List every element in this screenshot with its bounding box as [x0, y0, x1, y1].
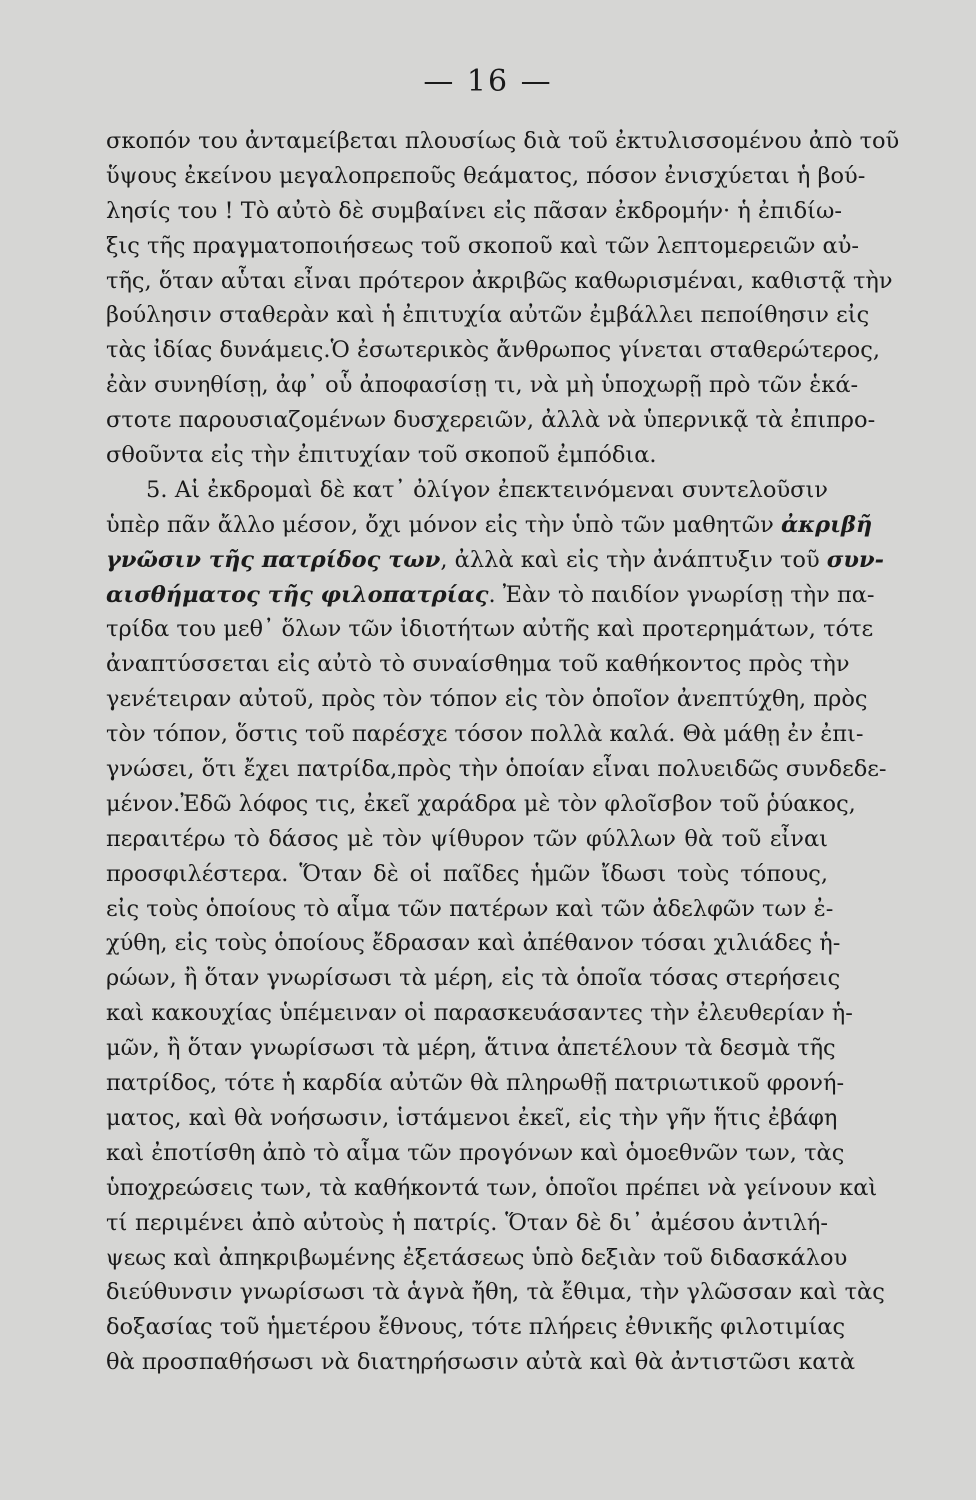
text-line	[106, 752, 887, 787]
text-run: θὰ προσπαθήσωσι νὰ διατηρήσωσιν αὐτὰ καὶ θὰ ἀντιστῶσι κατὰ	[106, 1349, 856, 1376]
text-line	[106, 682, 868, 717]
text-line	[106, 508, 873, 543]
text-run: 5. Αἱ ἐκδρομαὶ δὲ κατ᾽ ὀλίγον ἐπεκτεινόμεναι συντελοῦσιν	[146, 476, 828, 503]
text-run: ματος, καὶ θὰ νοήσωσιν, ἱστάμενοι ἐκεῖ, εἰς τὴν γῆν ἥτις ἐβάφη	[106, 1104, 838, 1131]
text-run: ἐὰν συνηθίσῃ, ἀφ᾽ οὗ ἀποφασίσῃ τι, νὰ μὴ ὑποχωρῇ πρὸ τῶν ἑκά-	[106, 372, 859, 399]
text-line	[106, 961, 841, 996]
text-line	[106, 1101, 838, 1136]
emphasized-text: γνῶσιν τῆς πατρίδος των	[106, 546, 441, 573]
text-line	[106, 787, 856, 822]
text-run: τρίδα του μεθ᾽ ὅλων τῶν ἰδιοτήτων αὐτῆς καὶ προτερημάτων, τότε	[106, 616, 874, 643]
text-line	[106, 194, 842, 229]
text-line	[106, 333, 880, 368]
text-line	[106, 438, 828, 473]
text-line	[106, 822, 828, 857]
text-run: ρώων, ἢ ὅταν γνωρίσωσι τὰ μέρη, εἰς τὰ ὁποῖα τόσας στερήσεις	[106, 965, 841, 992]
text-run: σκοπόν του ἀνταμείβεται πλουσίως διὰ τοῦ ἐκτυλισσομένου ἀπὸ τοῦ	[106, 128, 900, 154]
text-run: διεύθυνσιν γνωρίσωσι τὰ ἁγνὰ ἤθη, τὰ ἔθιμα, τὴν γλῶσσαν καὶ τὰς	[106, 1279, 885, 1306]
text-line	[106, 1206, 828, 1241]
text-run: ὑπὲρ πᾶν ἄλλο μέσον, ὄχι μόνον εἰς τὴν ὑπὸ τῶν μαθητῶν	[106, 511, 781, 538]
text-line	[106, 124, 900, 159]
text-line	[106, 717, 864, 752]
text-run: προσφιλέστερα. Ὅταν δὲ οἱ παῖδες ἡμῶν ἴδωσι τοὺς τόπους,	[106, 860, 828, 887]
text-line	[106, 647, 850, 682]
text-run: γενέτειραν αὐτοῦ, πρὸς τὸν τόπον εἰς τὸν ὁποῖον ἀνεπτύχθη, πρὸς	[106, 686, 868, 713]
text-run: , ἀλλὰ καὶ εἰς τὴν ἀνάπτυξιν τοῦ	[440, 546, 827, 573]
text-line	[106, 543, 884, 578]
text-line	[106, 1066, 845, 1101]
text-run: στοτε παρουσιαζομένων δυσχερειῶν, ἀλλὰ νὰ ὑπερνικᾷ τὰ ἐπιπρο-	[106, 407, 876, 434]
text-run: μένον.Ἐδῶ λόφος τις, ἐκεῖ χαράδρα μὲ τὸν φλοῖσβον τοῦ ῥύακος,	[106, 790, 856, 817]
text-run: καὶ κακουχίας ὑπέμειναν οἱ παρασκευάσαντες τὴν ἐλευθερίαν ἡ-	[106, 1000, 853, 1027]
text-line	[106, 1310, 846, 1345]
text-line	[106, 578, 875, 613]
body-text	[106, 124, 900, 1380]
text-run: ξις τῆς πραγματοποιήσεως τοῦ σκοποῦ καὶ τῶν λεπτομερειῶν αὐ-	[106, 232, 860, 259]
emphasized-text: συν-	[826, 546, 884, 573]
text-line	[106, 1275, 885, 1310]
text-line	[106, 159, 866, 194]
text-line	[106, 298, 870, 333]
text-run: εἰς τοὺς ὁποίους τὸ αἷμα τῶν πατέρων καὶ τῶν ἀδελφῶν των ἐ-	[106, 895, 834, 922]
text-run: τὰς ἰδίας δυνάμεις.Ὁ ἐσωτερικὸς ἄνθρωπος γίνεται σταθερώτερος,	[106, 337, 880, 364]
text-line	[106, 403, 876, 438]
text-line	[106, 926, 841, 961]
text-line	[106, 1171, 878, 1206]
text-line	[106, 1241, 848, 1276]
text-run: γνώσει, ὅτι ἔχει πατρίδα,πρὸς τὴν ὁποίαν εἶναι πολυειδῶς συνδεδε-	[106, 756, 887, 783]
text-line	[106, 229, 860, 264]
text-line	[106, 1345, 856, 1380]
text-run: βούλησιν σταθερὰν καὶ ἡ ἐπιτυχία αὐτῶν ἐμβάλλει πεποίθησιν εἰς	[106, 302, 870, 329]
text-line	[106, 473, 828, 508]
text-run: πατρίδος, τότε ἡ καρδία αὐτῶν θὰ πληρωθῇ πατριωτικοῦ φρονή-	[106, 1070, 845, 1097]
text-line	[106, 368, 859, 403]
text-line	[106, 1031, 836, 1066]
text-run: ὑποχρεώσεις των, τὰ καθήκοντά των, ὁποῖοι πρέπει νὰ γείνουν καὶ	[106, 1174, 878, 1201]
text-run: καὶ ἐποτίσθη ἀπὸ τὸ αἷμα τῶν προγόνων καὶ ὁμοεθνῶν των, τὰς	[106, 1139, 845, 1166]
text-run: περαιτέρω τὸ δάσος μὲ τὸν ψίθυρον τῶν φύλλων θὰ τοῦ εἶναι	[106, 825, 828, 852]
text-run: λησίς του ! Τὸ αὐτὸ δὲ συμβαίνει εἰς πᾶσαν ἐκδρομήν· ἡ ἐπιδίω-	[106, 197, 842, 224]
text-run: μῶν, ἢ ὅταν γνωρίσωσι τὰ μέρη, ἅτινα ἀπετέλουν τὰ δεσμὰ τῆς	[106, 1035, 836, 1062]
text-run: ψεως καὶ ἀπηκριβωμένης ἐξετάσεως ὑπὸ δεξιὰν τοῦ διδασκάλου	[106, 1244, 848, 1271]
text-run: τὸν τόπον, ὅστις τοῦ παρέσχε τόσον πολλὰ καλά. Θὰ μάθῃ ἐν ἐπι-	[106, 721, 864, 748]
text-run: ὕψους ἐκείνου μεγαλοπρεποῦς θεάματος, πόσον ἐνισχύεται ἡ βού-	[106, 162, 866, 189]
text-line	[106, 264, 893, 299]
text-run: σθοῦντα εἰς τὴν ἐπιτυχίαν τοῦ σκοποῦ ἐμπόδια.	[106, 442, 657, 469]
text-line	[106, 996, 853, 1031]
text-line	[106, 892, 834, 927]
emphasized-text: αισθήματος τῆς φιλοπατρίας	[106, 581, 489, 608]
text-run: χύθη, εἰς τοὺς ὁποίους ἔδρασαν καὶ ἀπέθανον τόσαι χιλιάδες ἡ-	[106, 930, 841, 957]
text-run: τῆς, ὅταν αὗται εἶναι πρότερον ἀκριβῶς καθωρισμέναι, καθιστᾷ τὴν	[106, 267, 893, 294]
text-line	[106, 857, 828, 892]
text-line	[106, 1136, 845, 1171]
text-run: δοξασίας τοῦ ἡμετέρου ἔθνους, τότε πλήρεις ἐθνικῆς φιλοτιμίας	[106, 1314, 846, 1341]
text-run: . Ἐὰν τὸ παιδίον γνωρίσῃ τὴν πα-	[488, 581, 875, 608]
emphasized-text: ἀκριβῆ	[780, 511, 873, 538]
text-run: τί περιμένει ἀπὸ αὐτοὺς ἡ πατρίς. Ὅταν δὲ δι᾽ ἀμέσου ἀντιλή-	[106, 1209, 828, 1236]
text-run: ἀναπτύσσεται εἰς αὐτὸ τὸ συναίσθημα τοῦ καθήκοντος πρὸς τὴν	[106, 651, 850, 678]
page-number: — 16 —	[423, 64, 553, 99]
text-line	[106, 612, 874, 647]
